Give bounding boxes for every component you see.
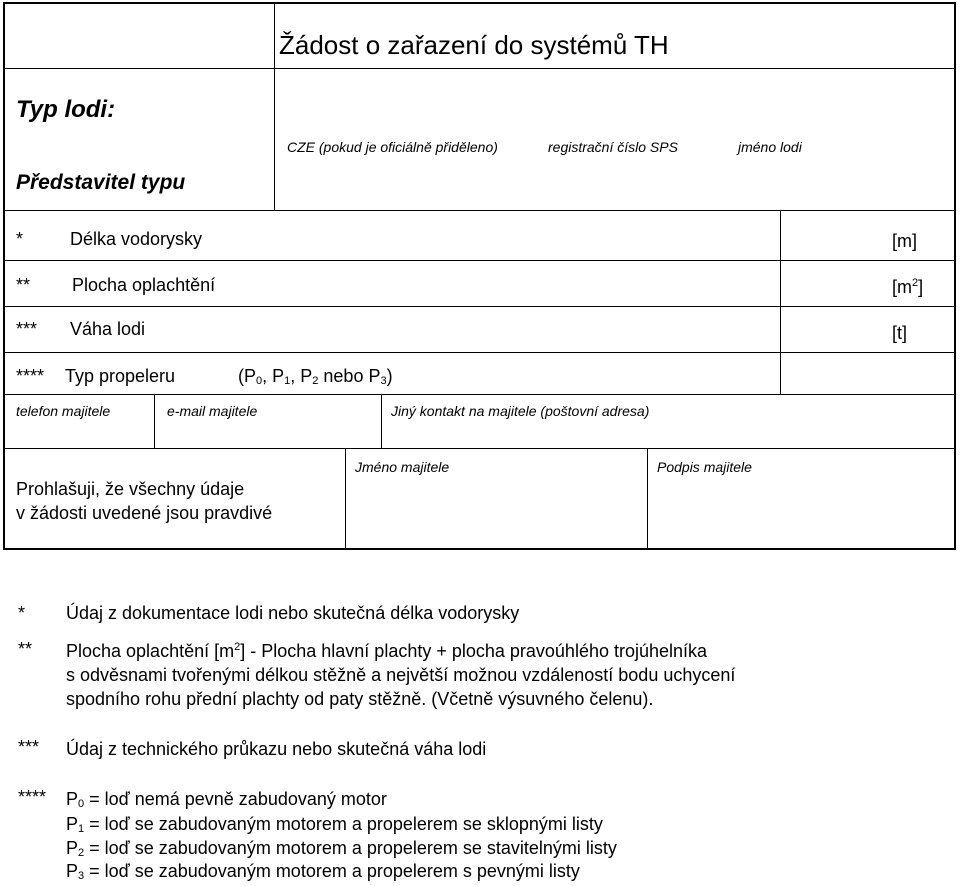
propeler-marker: **** bbox=[16, 366, 45, 386]
jmeno-majitele-field[interactable]: Jméno majitele bbox=[355, 459, 450, 475]
jmeno-lodi-field[interactable]: jméno lodi bbox=[738, 139, 802, 155]
note1-marker: * bbox=[18, 603, 26, 623]
row-divider-contacts bbox=[5, 448, 954, 449]
registracni-cislo-field[interactable]: registrační číslo SPS bbox=[548, 139, 678, 155]
col-divider-telefon bbox=[154, 394, 155, 448]
note2-line2: s odvěsnami tvořenými délkou stěžně a největší možnou vzdáleností bodu uchycení bbox=[66, 665, 736, 685]
note3-marker: *** bbox=[18, 737, 40, 757]
declaration-line1: Prohlašuji, že všechny údaje bbox=[16, 479, 245, 499]
delka-marker: * bbox=[16, 229, 24, 249]
note1-text: Údaj z dokumentace lodi nebo skutečná délka vodorysky bbox=[66, 603, 520, 623]
plocha-value-field[interactable] bbox=[781, 261, 954, 306]
delka-label: Délka vodorysky bbox=[70, 229, 203, 249]
plocha-marker: ** bbox=[16, 275, 31, 295]
propeler-label: Typ propeleru bbox=[65, 366, 176, 386]
note4-p2: $P_2$ = loď se zabudovaným motorem a propelerem se stavitelnými listy bbox=[66, 838, 617, 859]
vaha-value-field[interactable] bbox=[781, 307, 954, 352]
col-divider-header bbox=[274, 4, 275, 210]
delka-unit: [m] bbox=[892, 231, 917, 251]
row-divider-propeler bbox=[5, 394, 954, 395]
note3-text: Údaj z technického průkazu nebo skutečná váha lodi bbox=[66, 739, 487, 759]
note4-p1: $P_1$ = loď se zabudovaným motorem a propelerem se sklopnými listy bbox=[66, 814, 603, 835]
note2-line1: Plocha oplachtění $[m^2]$ - Plocha hlavní plachty + plocha pravoúhlého trojúhelníka bbox=[66, 641, 708, 661]
note4-p3: $P_3$ = loď se zabudovaným motorem a propelerem s pevnými listy bbox=[66, 861, 580, 882]
vaha-unit: [t] bbox=[892, 323, 908, 343]
propeler-options: ($P_0$, $P_1$, $P_2$ nebo $P_3$) bbox=[238, 366, 393, 387]
telefon-field[interactable]: telefon majitele bbox=[16, 403, 111, 419]
form-title: Žádost o zařazení do systémů TH bbox=[279, 30, 669, 60]
note2-marker: ** bbox=[18, 639, 33, 659]
application-form bbox=[3, 2, 956, 550]
plocha-unit: $[m^2]$ bbox=[892, 277, 924, 297]
plocha-label: Plocha oplachtění bbox=[72, 275, 216, 295]
col-divider-jmeno bbox=[647, 448, 648, 548]
cze-field[interactable]: CZE (pokud je oficiálně přiděleno) bbox=[287, 139, 498, 155]
note4-marker: **** bbox=[18, 787, 47, 807]
podpis-majitele-field[interactable]: Podpis majitele bbox=[657, 459, 752, 475]
vaha-label: Váha lodi bbox=[70, 319, 146, 339]
jiny-kontakt-field[interactable]: Jiný kontakt na majitele (poštovní adresa) bbox=[391, 403, 650, 419]
col-divider-declaration bbox=[345, 448, 346, 548]
note2-line3: spodního rohu přední plachty od paty stěžně. (Včetně výsuvného čelenu). bbox=[66, 689, 654, 709]
predstavitel-typu-label: Představitel typu bbox=[16, 171, 186, 194]
delka-value-field[interactable] bbox=[781, 211, 954, 260]
typ-lodi-label: Typ lodi: bbox=[16, 96, 116, 123]
email-field[interactable]: e-mail majitele bbox=[167, 403, 258, 419]
row-divider-title bbox=[5, 68, 954, 69]
declaration-line2: v žádosti uvedené jsou pravdivé bbox=[16, 503, 273, 523]
note4-p0: $P_0$ = loď nemá pevně zabudovaný motor bbox=[66, 789, 387, 810]
col-divider-email bbox=[381, 394, 382, 448]
vaha-marker: *** bbox=[16, 319, 38, 339]
propeler-value-field[interactable] bbox=[781, 353, 954, 394]
